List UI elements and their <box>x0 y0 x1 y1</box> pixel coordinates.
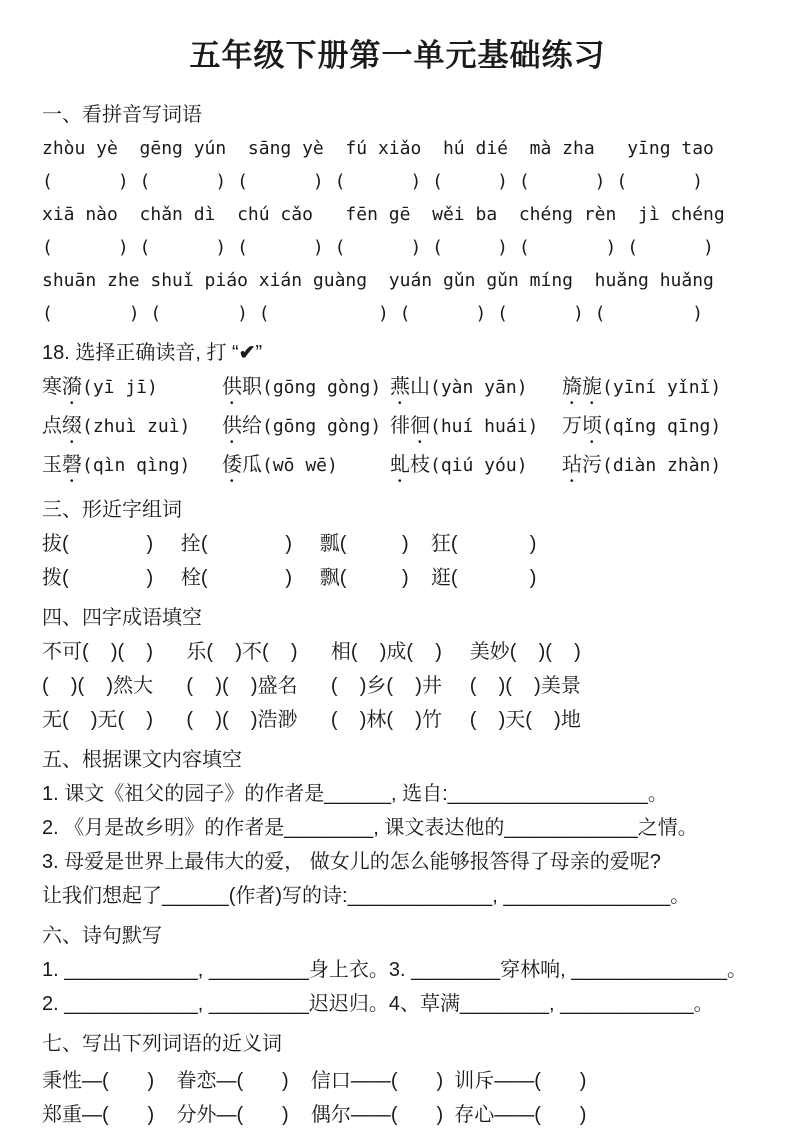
word-dotted: 供 <box>222 415 242 437</box>
fill-in-line: 拨( ) 栓( ) 飘( ) 逛( ) <box>42 567 537 589</box>
pronunciation-item <box>42 409 222 448</box>
word-post: 山 <box>410 376 430 398</box>
word-pre: 寒 <box>42 376 62 398</box>
fill-in-line: 郑重—( ) 分外—( ) 偶尔——( ) 存心——( ) <box>42 1104 587 1126</box>
answer-brackets-row-3: ( ) ( ) ( ) ( ) ( ) ( ) <box>42 303 704 324</box>
pronunciation-item <box>222 370 390 409</box>
section-pinyin-heading: 一、看拼音写词语 <box>42 104 202 126</box>
pinyin-row-3: shuān zhe shuǐ piáo xián guàng yuán gǔn gǔn míng huǎng huǎng <box>42 270 714 291</box>
word-pre: 玉 <box>42 454 62 476</box>
section-pronunciation-heading <box>42 336 753 370</box>
pinyin-options: (gōng gòng) <box>262 377 382 398</box>
fill-in-line: 让我们想起了______(作者)写的诗:_____________, _______________。 <box>42 885 691 907</box>
pinyin-options: (yīní yǐnǐ) <box>602 377 722 398</box>
heading-close-quote: ” <box>255 342 263 364</box>
fill-in-line: 秉性—( ) 眷恋—( ) 信口——( ) 训斥——( ) <box>42 1070 587 1092</box>
pinyin-options: (huí huái) <box>430 416 539 437</box>
word-dotted: 漪 <box>62 376 82 398</box>
pronunciation-item <box>562 409 753 448</box>
pronunciation-row <box>42 448 753 487</box>
page-title: 五年级下册第一单元基础练习 <box>189 38 606 73</box>
word-pre: 万 <box>562 415 582 437</box>
pronunciation-row <box>42 409 753 448</box>
pronunciation-item <box>222 448 390 487</box>
answer-brackets-row-1: ( ) ( ) ( ) ( ) ( ) ( ) ( ) <box>42 171 704 192</box>
pronunciation-item <box>390 448 562 487</box>
checkmark-icon: ✔ <box>238 342 256 364</box>
word-post: 污 <box>582 454 602 476</box>
pronunciation-item <box>42 370 222 409</box>
pinyin-options: (qǐng qīng) <box>602 416 722 437</box>
word-pre: 点 <box>42 415 62 437</box>
pronunciation-item <box>222 409 390 448</box>
fill-in-line: ( )( )然大 ( )( )盛名 ( )乡( )井 ( )( )美景 <box>42 675 581 697</box>
fill-in-line: 无( )无( ) ( )( )浩渺 ( )林( )竹 ( )天( )地 <box>42 709 581 731</box>
section-pinyin <box>42 98 753 330</box>
word-dotted: 倭 <box>222 454 242 476</box>
pinyin-options: (yī jī) <box>82 377 158 398</box>
fill-in-line: 2. 《月是故乡明》的作者是________, 课文表达他的____________之情。 <box>42 817 698 839</box>
section-poetry-heading: 六、诗句默写 <box>42 925 162 947</box>
pinyin-row-2: xiā nào chǎn dì chú cǎo fēn gē wěi ba chéng rèn jì chéng <box>42 204 725 225</box>
fill-in-line: 2. ____________, _________迟迟归。4、草满________, ____________。 <box>42 993 714 1015</box>
pinyin-options: (gōng gòng) <box>262 416 382 437</box>
fill-in-line: 拔( ) 拴( ) 瓢( ) 狂( ) <box>42 533 537 555</box>
section-synonyms-heading: 七、写出下列词语的近义词 <box>42 1033 282 1055</box>
pronunciation-item <box>562 448 753 487</box>
section-text-content-heading: 五、根据课文内容填空 <box>42 749 242 771</box>
word-dotted: 玷 <box>562 454 582 476</box>
word-dotted: 燕 <box>390 376 410 398</box>
section-poetry <box>42 919 753 1021</box>
answer-brackets-row-2: ( ) ( ) ( ) ( ) ( ) ( ) ( ) <box>42 237 714 258</box>
word-dotted: 缀 <box>62 415 82 437</box>
word-dotted: 徊 <box>410 415 430 437</box>
pinyin-options: (qiú yóu) <box>430 455 528 476</box>
pronunciation-item <box>562 370 753 409</box>
section-pronunciation <box>42 336 753 487</box>
word-dotted: 虬 <box>390 454 410 476</box>
word-dotted: 旖旎 <box>562 376 602 398</box>
fill-in-line: 1. ____________, _________身上衣。3. ________穿林响, ______________。 <box>42 959 747 981</box>
section-idioms-heading: 四、四字成语填空 <box>42 607 202 629</box>
word-dotted: 供 <box>222 376 242 398</box>
fill-in-line: 3. 母爱是世界上最伟大的爱， 做女儿的怎么能够报答得了母亲的爱呢? <box>42 851 661 873</box>
fill-in-line: 不可( )( ) 乐( )不( ) 相( )成( ) 美妙( )( ) <box>42 641 581 663</box>
word-post: 职 <box>242 376 262 398</box>
pronunciation-item <box>42 448 222 487</box>
pinyin-options: (zhuì zuì) <box>82 416 191 437</box>
word-post: 枝 <box>410 454 430 476</box>
section-synonyms <box>42 1027 753 1132</box>
pinyin-options: (wō wē) <box>262 455 338 476</box>
section-similar-characters <box>42 493 753 595</box>
word-dotted: 磬 <box>62 454 82 476</box>
pronunciation-item <box>390 370 562 409</box>
pinyin-row-1: zhòu yè gēng yún sāng yè fú xiǎo hú dié mà zha yīng tao <box>42 138 714 159</box>
pronunciation-row <box>42 370 753 409</box>
pinyin-options: (qìn qìng) <box>82 455 191 476</box>
word-dotted: 顷 <box>582 415 602 437</box>
word-pre: 徘 <box>390 415 410 437</box>
pinyin-options: (yàn yān) <box>430 377 528 398</box>
fill-in-line: 1. 课文《祖父的园子》的作者是______, 选自:__________________。 <box>42 783 668 805</box>
section-similar-characters-heading: 三、形近字组词 <box>42 499 182 521</box>
heading-text: 18. 选择正确读音, 打 “ <box>42 342 239 364</box>
word-post: 瓜 <box>242 454 262 476</box>
word-post: 给 <box>242 415 262 437</box>
pinyin-options: (diàn zhàn) <box>602 455 722 476</box>
pronunciation-item <box>390 409 562 448</box>
section-idioms <box>42 601 753 737</box>
section-text-content <box>42 743 753 913</box>
